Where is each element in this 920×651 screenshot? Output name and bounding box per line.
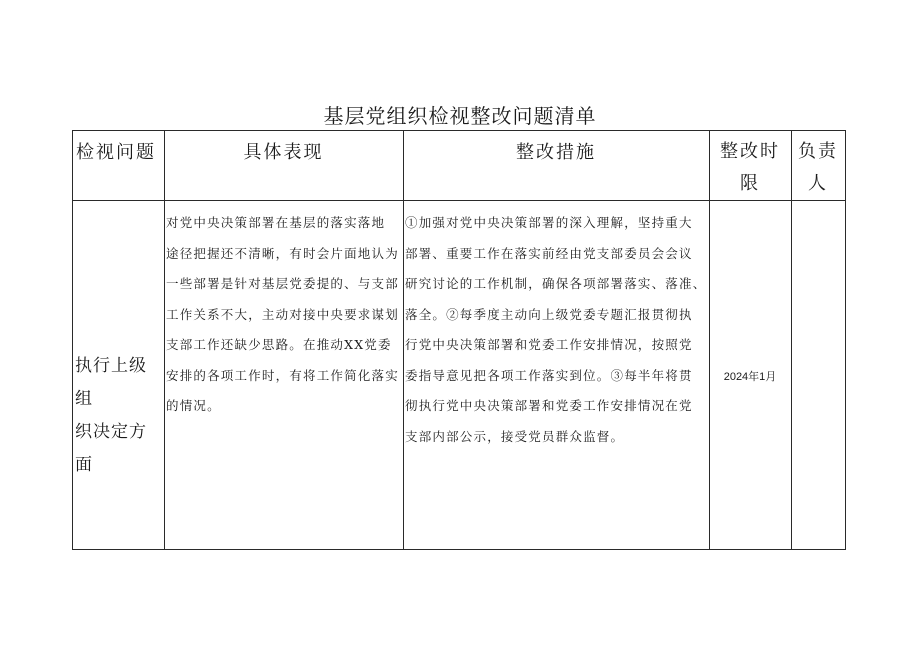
row-measures [405,208,708,452]
header-measures [403,138,709,164]
header-deadline-label-line1: 整改时 [720,141,780,162]
row-issue-line2: 织决定方面 [75,422,147,475]
row-manifestation-text: 对党中央决策部署在基层的落实落地 途径把握还不清晰，有时会片面地认为 一些部署是针对基层党委提的、与支部 工作关系不大，主动对接中央要求谋划 支部工作还缺少思路。在推动XX党委 安排的各项工作时，有将工作简化落实 的情况。 [166,215,399,413]
header-issue-label: 检视问题 [76,142,156,163]
row-issue [75,350,163,482]
header-manifestation [164,138,403,164]
header-manifestation-label: 具体表现 [243,142,324,163]
row-deadline-value: 2024年1月 [723,371,777,383]
header-deadline [709,136,791,200]
document-title: 基层党组织检视整改问题清单 [323,104,597,128]
header-owner-label-line1: 负责 [798,141,838,162]
header-measures-label: 整改措施 [516,142,596,163]
header-owner [791,136,845,200]
row-issue-line1: 执行上级组 [75,356,147,409]
row-measures-text: ①加强对党中央决策部署的深入理解，坚持重大 部署、重要工作在落实前经由党支部委员会会议 研究讨论的工作机制，确保各项部署落实、落准、 落全。②每季度主动向上级党委专题汇报贯彻执 行党中央决策部署和党委工作安排情况，按照党 委指导意见把各项工作落实到位。③每半年将贯 彻执行党中央决策部署和党委工作安排情况在党 支部内部公示，接受党员群众监督。 [405,215,707,444]
row-deadline [709,368,791,384]
header-deadline-label-line2: 限 [740,173,760,194]
header-owner-label-line2: 人 [808,173,828,194]
header-issue [76,138,162,164]
table-border-top [72,130,846,131]
table-border-bottom [72,549,846,550]
table-row [72,200,846,549]
row-manifestation [166,208,402,422]
issue-table [72,130,846,550]
